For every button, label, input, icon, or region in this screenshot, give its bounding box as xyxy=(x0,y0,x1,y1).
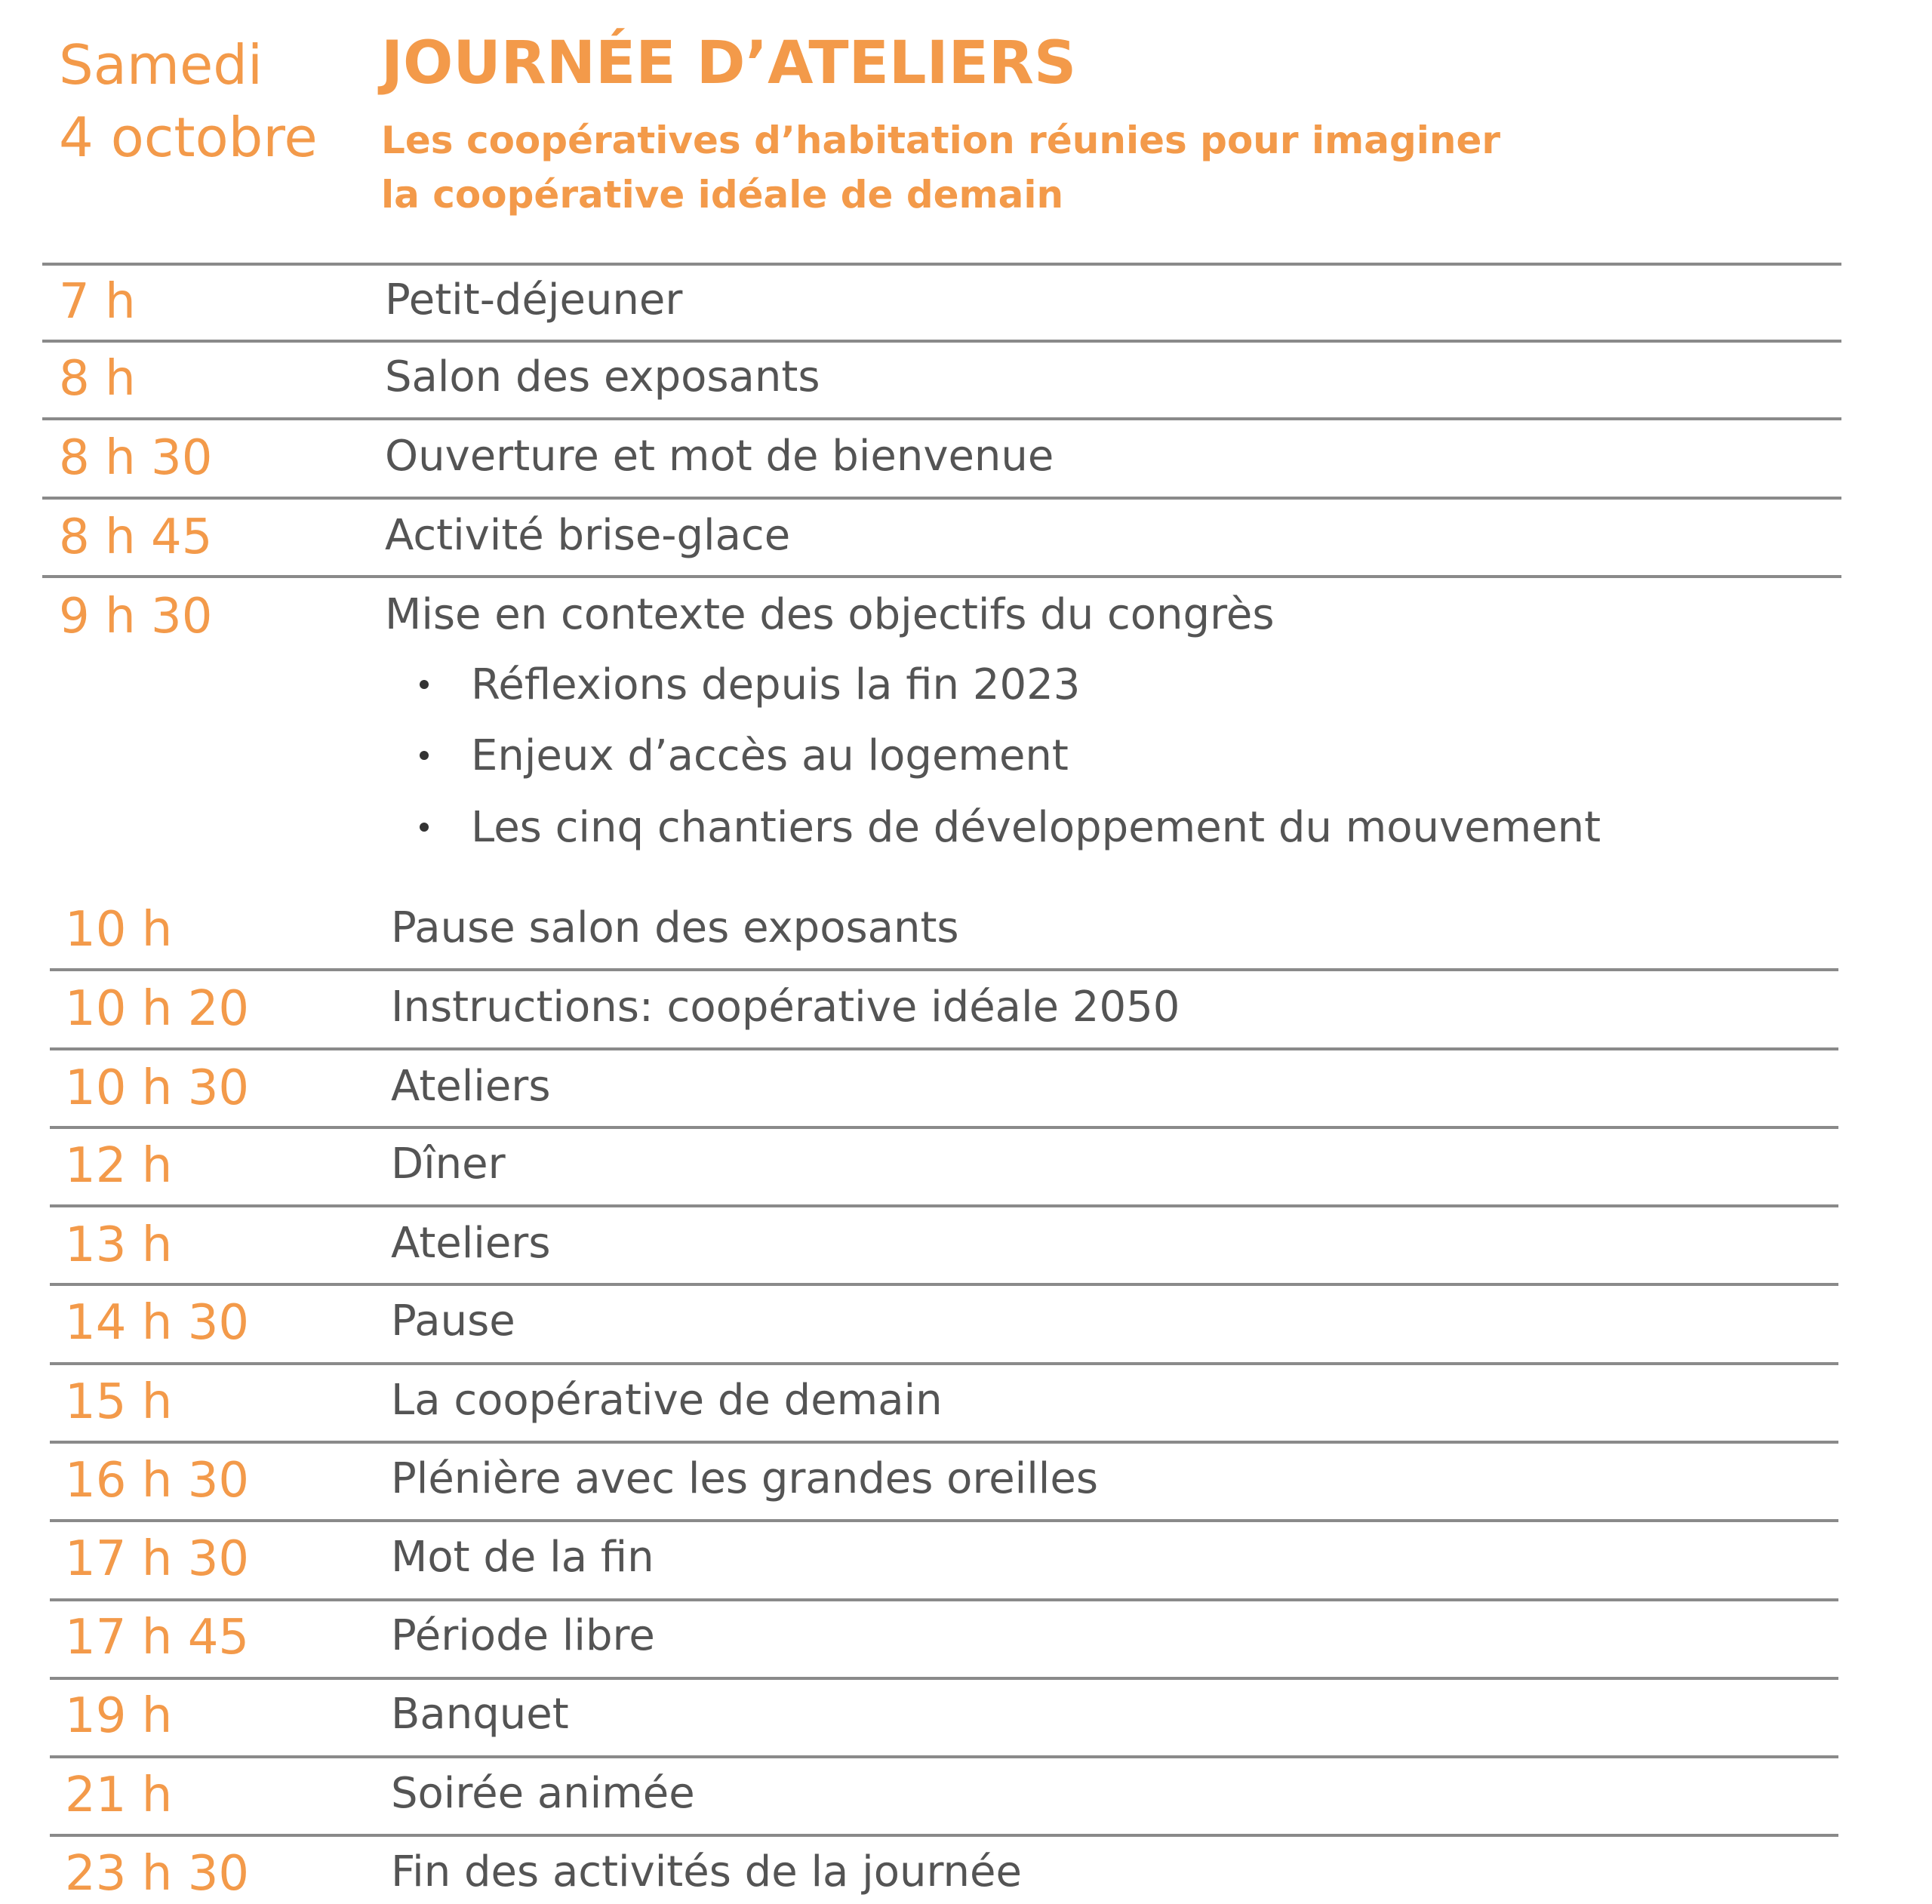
schedule-time: 8 h 30 xyxy=(59,430,213,486)
bullet-text: Réflexions depuis la fin 2023 xyxy=(471,660,1081,709)
schedule-time: 17 h 30 xyxy=(65,1531,250,1587)
schedule-activity: Soirée animée xyxy=(391,1769,695,1818)
schedule-activity: Pause salon des exposants xyxy=(391,903,959,952)
row-divider xyxy=(42,340,1841,343)
bullet-dot-icon xyxy=(420,823,429,832)
schedule-time: 10 h 20 xyxy=(65,981,250,1037)
row-divider xyxy=(42,263,1841,266)
row-divider xyxy=(50,1677,1838,1680)
schedule-time: 10 h xyxy=(65,902,173,958)
schedule-activity: Salon des exposants xyxy=(385,352,820,401)
schedule-activity: Période libre xyxy=(391,1611,655,1660)
schedule-activity: Plénière avec les grandes oreilles xyxy=(391,1454,1098,1503)
row-divider xyxy=(42,417,1841,420)
row-divider xyxy=(50,1519,1838,1522)
bullet-text: Les cinq chantiers de développement du mouvement xyxy=(471,803,1601,852)
row-divider xyxy=(50,1126,1838,1129)
schedule-time: 21 h xyxy=(65,1767,173,1823)
row-divider xyxy=(50,968,1838,971)
schedule-time: 17 h 45 xyxy=(65,1610,250,1666)
schedule-time: 8 h 45 xyxy=(59,509,213,565)
schedule-activity: Ateliers xyxy=(391,1219,551,1268)
bullet-dot-icon xyxy=(420,680,429,689)
bullet-item xyxy=(420,798,1601,858)
row-divider xyxy=(50,1755,1838,1758)
schedule-time: 16 h 30 xyxy=(65,1453,250,1509)
bullet-item xyxy=(420,655,1080,715)
row-divider xyxy=(42,575,1841,578)
schedule-time: 7 h xyxy=(59,274,136,330)
row-divider xyxy=(42,497,1841,500)
row-divider xyxy=(50,1204,1838,1207)
schedule-activity: Banquet xyxy=(391,1690,569,1739)
schedule-activity: Pause xyxy=(391,1297,515,1346)
row-divider xyxy=(50,1047,1838,1050)
schedule-activity: Activité brise-glace xyxy=(385,511,791,560)
schedule-time: 8 h xyxy=(59,351,136,407)
page-title: JOURNÉE D’ATELIERS xyxy=(381,29,1077,97)
schedule-activity: Ateliers xyxy=(391,1062,551,1111)
bullet-dot-icon xyxy=(420,751,429,760)
schedule-activity: Instructions: coopérative idéale 2050 xyxy=(391,983,1180,1032)
row-divider xyxy=(50,1598,1838,1601)
day-name: Samedi xyxy=(59,33,263,97)
schedule-activity: Mise en contexte des objectifs du congrès xyxy=(385,590,1275,639)
schedule-activity: Ouverture et mot de bienvenue xyxy=(385,432,1054,481)
schedule-time: 12 h xyxy=(65,1138,173,1194)
schedule-time: 10 h 30 xyxy=(65,1060,250,1116)
schedule-time: 9 h 30 xyxy=(59,589,213,644)
row-divider xyxy=(50,1283,1838,1286)
bullet-item xyxy=(420,726,1069,786)
schedule-time: 15 h xyxy=(65,1374,173,1430)
schedule-time: 23 h 30 xyxy=(65,1846,250,1902)
schedule-activity: Mot de la fin xyxy=(391,1533,654,1582)
row-divider xyxy=(50,1441,1838,1444)
subtitle-line-1: Les coopératives d’habitation réunies pour imaginer xyxy=(381,118,1501,162)
subtitle-line-2: la coopérative idéale de demain xyxy=(381,173,1064,217)
schedule-activity: Fin des activités de la journée xyxy=(391,1847,1022,1896)
bullet-text: Enjeux d’accès au logement xyxy=(471,731,1069,780)
schedule-activity: La coopérative de demain xyxy=(391,1376,943,1425)
row-divider xyxy=(50,1834,1838,1837)
schedule-time: 13 h xyxy=(65,1217,173,1273)
schedule-activity: Dîner xyxy=(391,1140,506,1189)
row-divider xyxy=(50,1362,1838,1365)
schedule-activity: Petit-déjeuner xyxy=(385,275,683,325)
schedule-time: 14 h 30 xyxy=(65,1295,250,1351)
day-date: 4 octobre xyxy=(59,106,318,169)
schedule-time: 19 h xyxy=(65,1688,173,1744)
